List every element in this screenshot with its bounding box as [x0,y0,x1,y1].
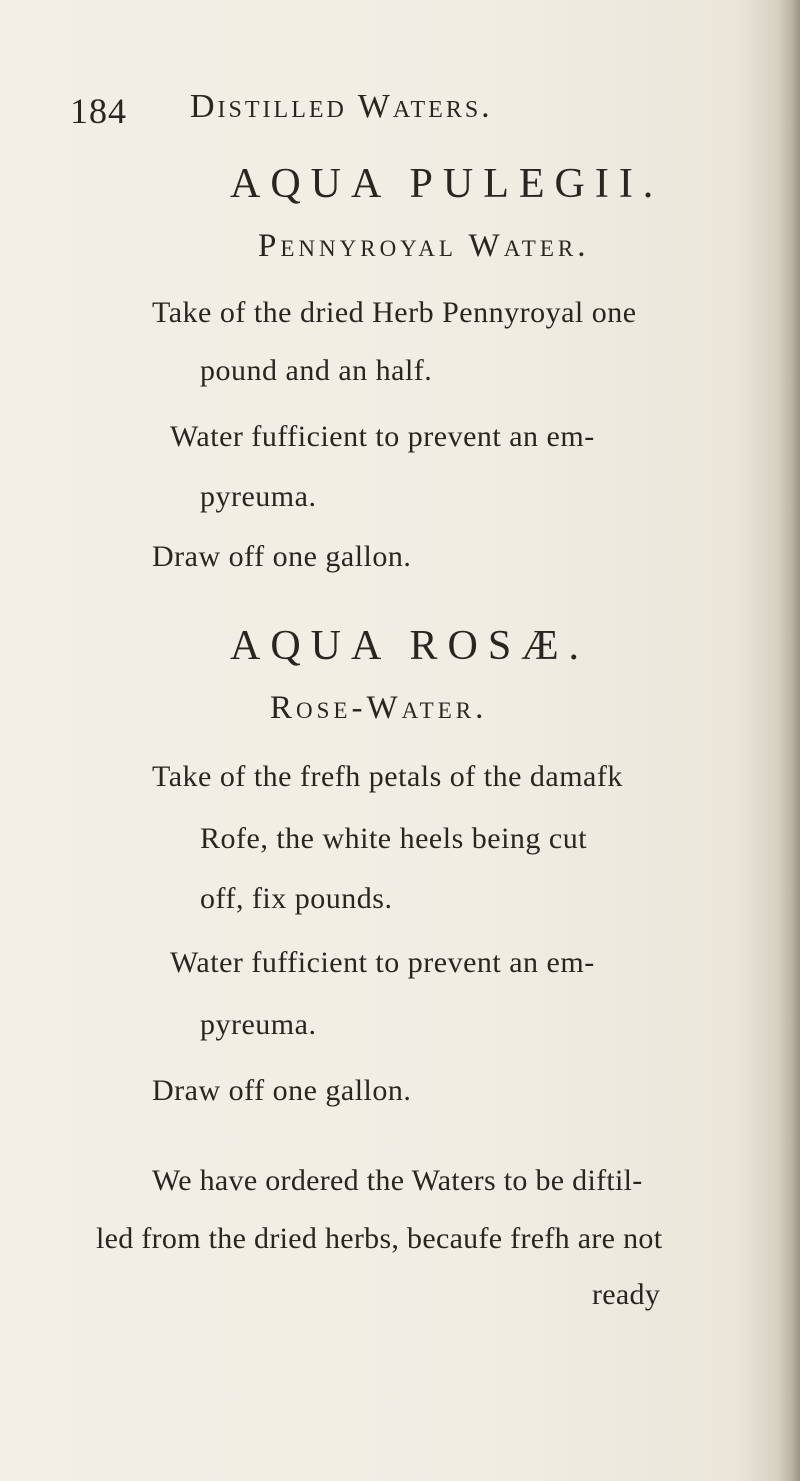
page-edge-shadow [778,0,800,1481]
recipe-subtitle-rose-water: Rose-Water. [270,690,488,726]
recipe-title-aqua-rosae: AQUA ROSÆ. [230,623,590,669]
recipe-line: Draw off one gallon. [152,1074,412,1107]
note-line: led from the dried herbs, becaufe frefh are not [96,1222,663,1255]
recipe-subtitle-pennyroyal-water: Pennyroyal Water. [258,228,590,264]
note-line: We have ordered the Waters to be diftil- [152,1164,643,1197]
recipe-line: Take of the dried Herb Pennyroyal one [152,296,637,329]
page-number: 184 [70,91,127,131]
recipe-line: Rofe, the white heels being cut [200,822,588,855]
recipe-line: off, fix pounds. [200,882,393,915]
recipe-title-aqua-pulegii: AQUA PULEGII. [230,161,664,207]
recipe-line: Take of the frefh petals of the damafk [152,760,623,793]
recipe-line: Water fufficient to prevent an em- [170,946,595,979]
recipe-line: Draw off one gallon. [152,540,412,573]
note-catchword: ready [592,1278,661,1311]
recipe-line: Water fufficient to prevent an em- [170,420,595,453]
recipe-line: pyreuma. [200,480,317,513]
recipe-line: pyreuma. [200,1008,317,1041]
running-head: Distilled Waters. [190,88,493,125]
recipe-line: pound and an half. [200,354,433,387]
